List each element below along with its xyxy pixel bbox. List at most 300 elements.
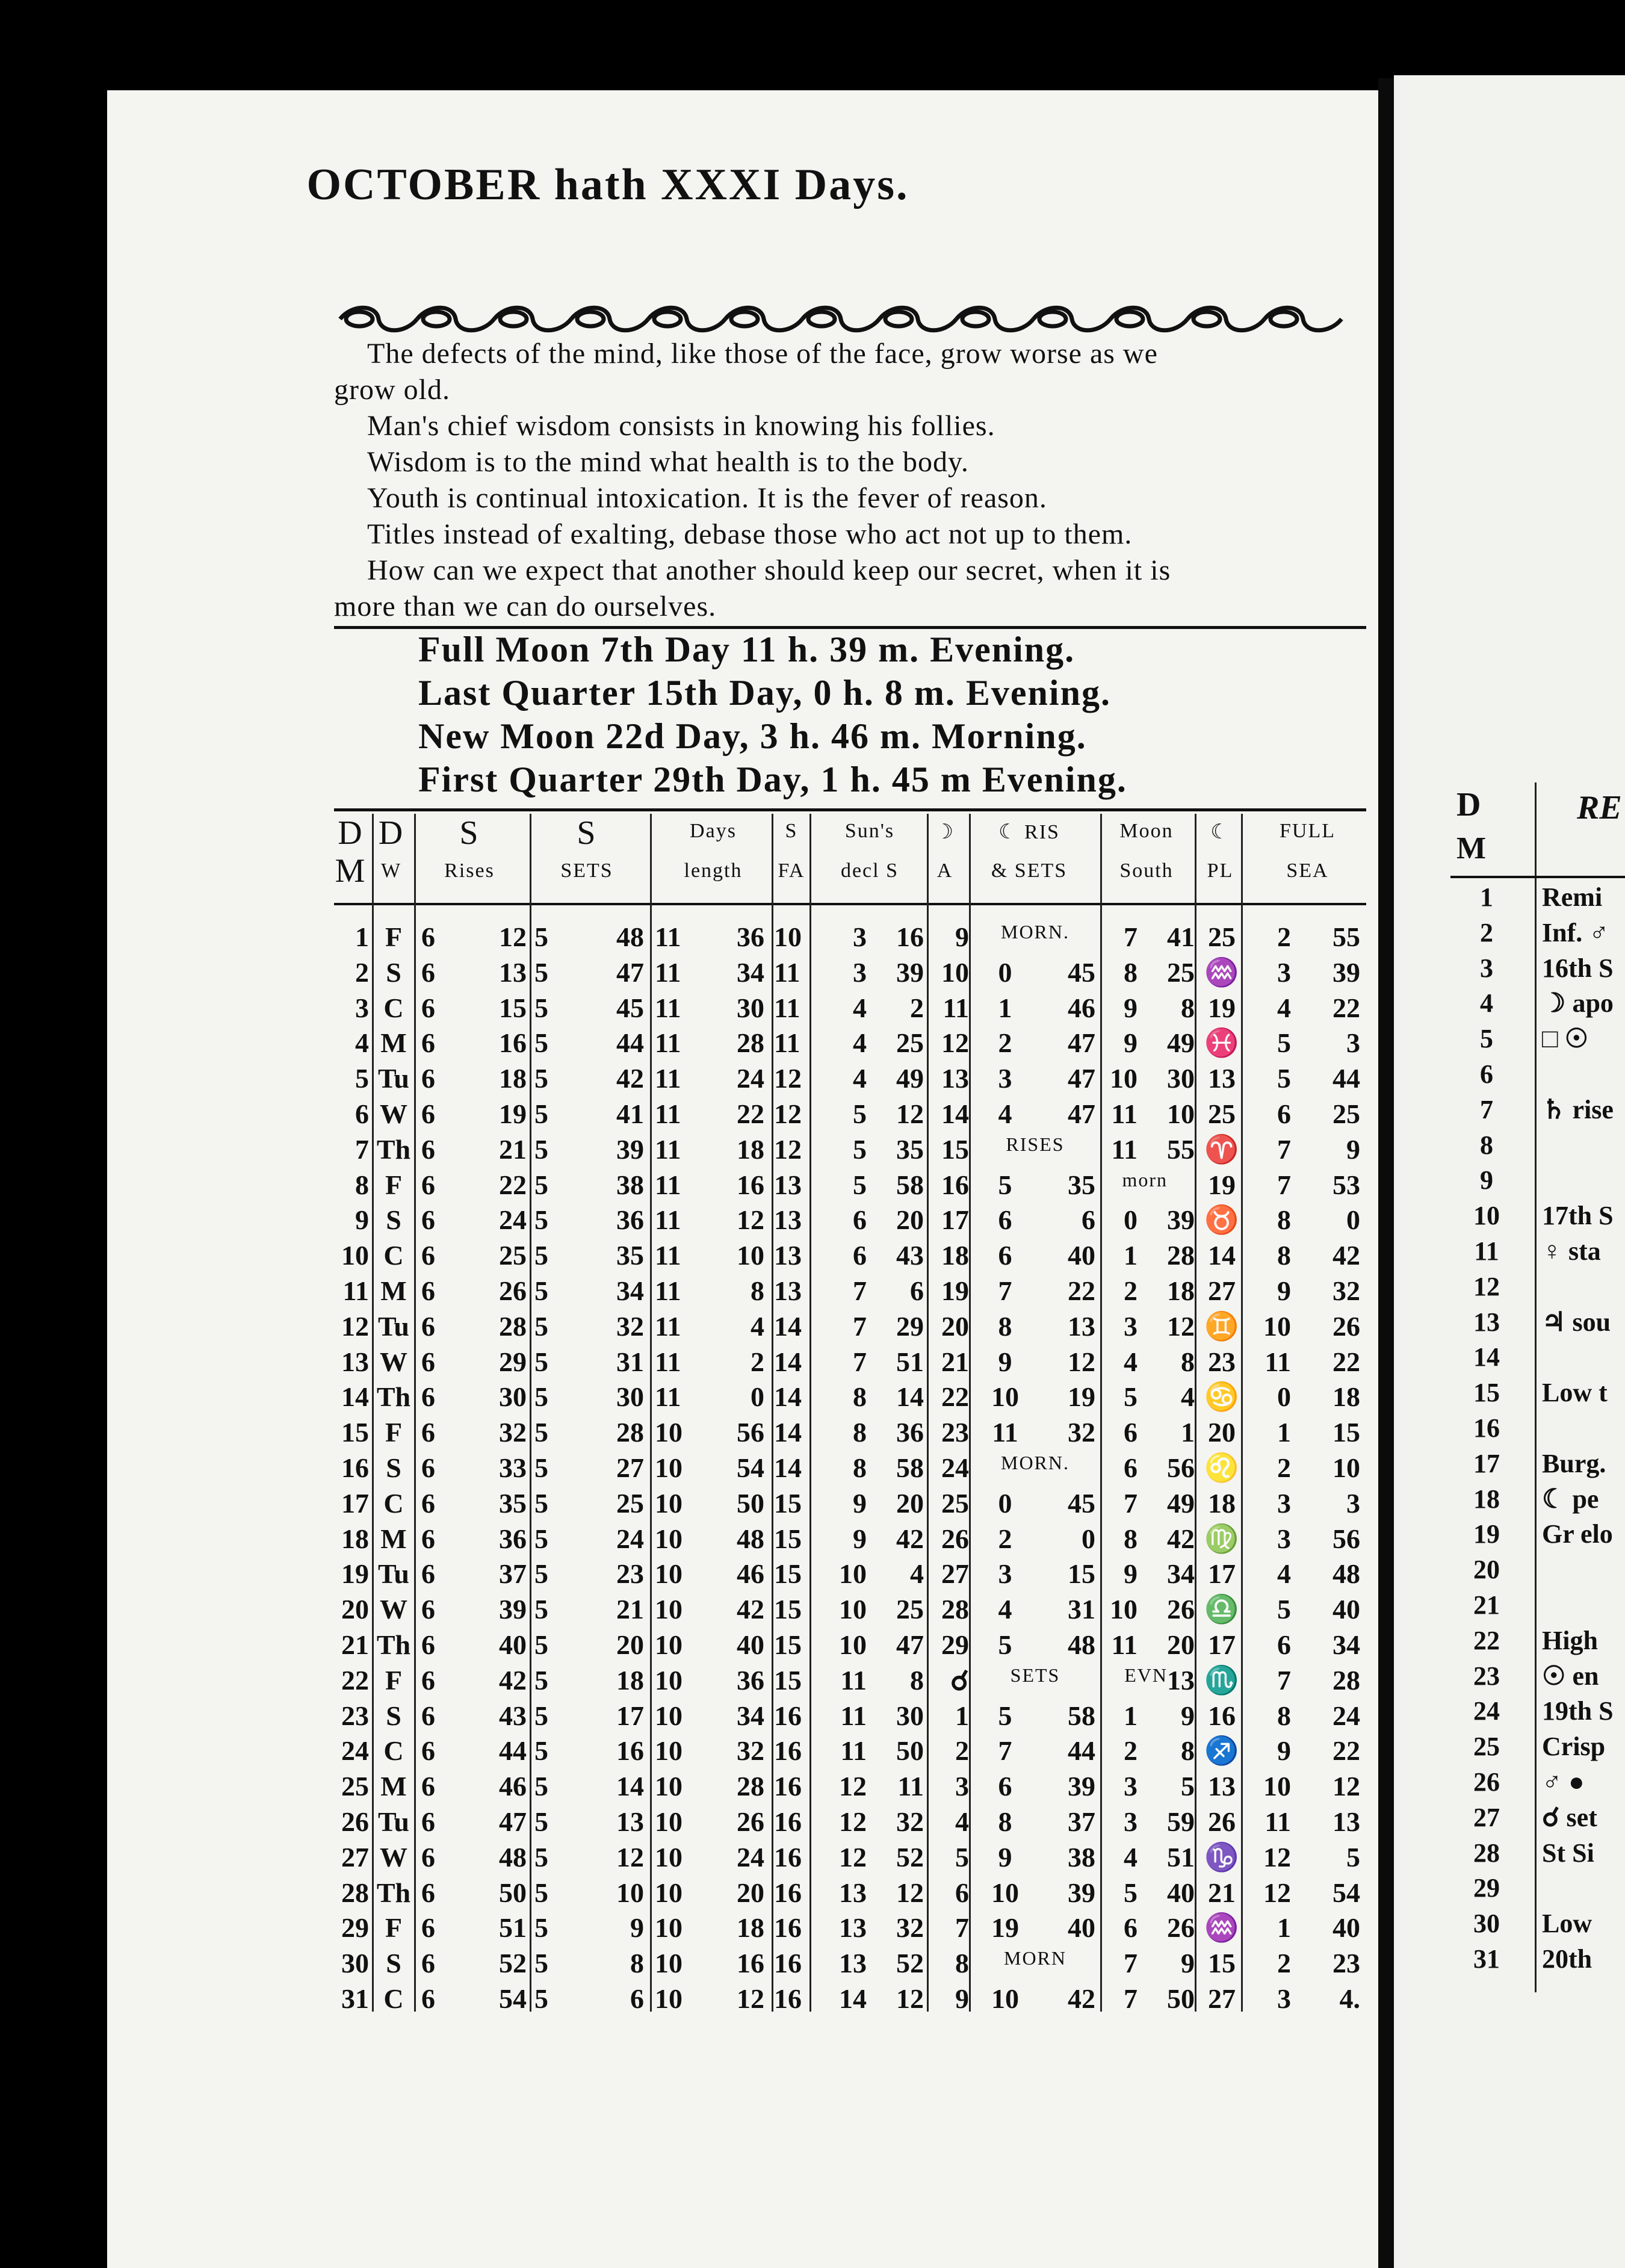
table-cell-dd: 10 bbox=[839, 1629, 867, 1660]
table-cell-lh: 11 bbox=[655, 1027, 681, 1059]
table-cell-sm: 12 bbox=[616, 1841, 644, 1873]
table-cell-age: 5 bbox=[955, 1841, 969, 1873]
table-cell-pl: ♍ bbox=[1204, 1523, 1239, 1554]
table-cell-sm: 34 bbox=[616, 1275, 644, 1306]
table-cell-rh: 6 bbox=[421, 1771, 435, 1802]
table-cell-msh: 1 bbox=[1124, 1700, 1138, 1731]
table-cell-rm: 25 bbox=[499, 1240, 527, 1271]
table-cell-lh: 10 bbox=[655, 1558, 682, 1590]
table-cell-w: F bbox=[385, 1664, 403, 1696]
table-cell-seh: 7 bbox=[1277, 1169, 1291, 1200]
table-cell-lm: 28 bbox=[737, 1027, 764, 1059]
table-cell-dm: 20 bbox=[896, 1487, 924, 1519]
table-cell-dd: 5 bbox=[853, 1169, 867, 1200]
table-cell-sm: 14 bbox=[616, 1771, 644, 1802]
table-cell-dd: 13 bbox=[839, 1877, 867, 1908]
table-cell-pl: ♏ bbox=[1204, 1664, 1239, 1696]
table-cell-msm: 49 bbox=[1167, 1027, 1195, 1059]
table-cell-dd: 8 bbox=[853, 1381, 867, 1413]
table-cell-rm: 42 bbox=[499, 1664, 527, 1696]
table-cell-seh: 2 bbox=[1277, 1948, 1291, 1979]
right-note-cell: ♄ rise bbox=[1542, 1094, 1614, 1124]
right-column-rule bbox=[1535, 782, 1537, 1992]
table-cell-msh: 3 bbox=[1124, 1806, 1138, 1837]
table-cell-mm: 44 bbox=[1068, 1735, 1095, 1767]
table-cell-rm: 13 bbox=[499, 956, 527, 988]
table-cell-seh: 10 bbox=[1263, 1310, 1291, 1342]
table-cell-rm: 37 bbox=[499, 1558, 527, 1590]
table-cell-pl: 15 bbox=[1208, 1948, 1236, 1979]
table-cell-pl: 18 bbox=[1208, 1487, 1236, 1519]
table-cell-lm: 40 bbox=[737, 1629, 764, 1660]
table-cell-sem: 40 bbox=[1332, 1912, 1360, 1944]
table-cell-d: 24 bbox=[341, 1735, 369, 1767]
table-cell-msh: 8 bbox=[1124, 1523, 1138, 1554]
table-cell-sf: 15 bbox=[774, 1487, 802, 1519]
table-cell-pl: 19 bbox=[1208, 1169, 1236, 1200]
column-header-rs: ☾ RIS bbox=[998, 821, 1060, 843]
table-cell-sh: 5 bbox=[534, 1027, 548, 1059]
table-cell-seh: 5 bbox=[1277, 1063, 1291, 1094]
table-cell-dd: 4 bbox=[853, 1063, 867, 1094]
table-cell-sem: 22 bbox=[1332, 1346, 1360, 1377]
table-cell-pl: 16 bbox=[1208, 1700, 1236, 1731]
column-rule bbox=[969, 814, 971, 2012]
column-header-dw: D bbox=[378, 814, 404, 852]
table-cell-msh: 2 bbox=[1124, 1735, 1138, 1767]
column-rule bbox=[772, 814, 773, 2012]
table-cell-sh: 5 bbox=[534, 1487, 548, 1519]
table-cell-sh: 5 bbox=[534, 1877, 548, 1908]
table-cell-lm: 28 bbox=[737, 1771, 764, 1802]
table-cell-rm: 35 bbox=[499, 1487, 527, 1519]
right-note-cell: Crisp bbox=[1542, 1732, 1606, 1762]
table-cell-rm: 36 bbox=[499, 1523, 527, 1554]
column-rule bbox=[650, 814, 652, 2012]
right-day-cell: 24 bbox=[1473, 1696, 1500, 1726]
table-cell-sm: 42 bbox=[616, 1063, 644, 1094]
table-cell-mh: SETS bbox=[1010, 1664, 1060, 1686]
table-cell-sf: 13 bbox=[774, 1240, 802, 1271]
right-day-cell: 25 bbox=[1473, 1732, 1500, 1762]
table-cell-pl: 20 bbox=[1208, 1417, 1236, 1448]
quote-line: Wisdom is to the mind what health is to the body. bbox=[367, 446, 969, 478]
column-header-sea: FULL bbox=[1280, 820, 1336, 842]
table-cell-msh: 3 bbox=[1124, 1310, 1138, 1342]
table-cell-sem: 32 bbox=[1332, 1275, 1360, 1306]
table-cell-sem: 3 bbox=[1346, 1487, 1360, 1519]
column-rule bbox=[372, 814, 374, 2012]
ornament-link bbox=[731, 312, 758, 326]
table-cell-sf: 16 bbox=[774, 1948, 802, 1979]
table-cell-sf: 15 bbox=[774, 1664, 802, 1696]
table-cell-msm: 51 bbox=[1167, 1841, 1195, 1873]
table-cell-lm: 50 bbox=[737, 1487, 764, 1519]
table-cell-msm: 49 bbox=[1167, 1487, 1195, 1519]
table-cell-w: Th bbox=[376, 1133, 411, 1165]
table-cell-mh: 5 bbox=[998, 1629, 1012, 1660]
table-cell-sm: 39 bbox=[616, 1133, 644, 1165]
table-cell-lm: 54 bbox=[737, 1452, 764, 1483]
column-rule bbox=[414, 814, 416, 2012]
table-cell-lm: 56 bbox=[737, 1417, 764, 1448]
table-cell-sem: 39 bbox=[1332, 956, 1360, 988]
table-cell-sem: 53 bbox=[1332, 1169, 1360, 1200]
table-cell-d: 27 bbox=[341, 1841, 369, 1873]
table-cell-rm: 29 bbox=[499, 1346, 527, 1377]
table-cell-mm: 15 bbox=[1068, 1558, 1095, 1590]
right-day-cell: 17 bbox=[1473, 1448, 1500, 1478]
right-header-d: D bbox=[1456, 786, 1481, 823]
table-cell-lm: 48 bbox=[737, 1523, 764, 1554]
ornament-link bbox=[885, 312, 912, 326]
table-cell-dm: 16 bbox=[896, 922, 924, 952]
table-cell-mm: 42 bbox=[1068, 1983, 1095, 2014]
table-cell-mm: 48 bbox=[1068, 1629, 1095, 1660]
table-cell-sem: 44 bbox=[1332, 1063, 1360, 1094]
table-cell-dd: 5 bbox=[853, 1098, 867, 1129]
column-header-pl: ☾ bbox=[1210, 821, 1230, 843]
table-cell-lh: 10 bbox=[655, 1841, 682, 1873]
table-cell-rm: 12 bbox=[499, 922, 527, 952]
table-cell-dd: 11 bbox=[840, 1735, 867, 1767]
table-cell-lh: 11 bbox=[655, 1240, 681, 1271]
table-cell-sf: 16 bbox=[774, 1735, 802, 1767]
table-cell-msm: 34 bbox=[1167, 1558, 1195, 1590]
table-cell-sm: 20 bbox=[616, 1629, 644, 1660]
right-day-cell: 12 bbox=[1473, 1271, 1500, 1301]
table-cell-mh: 10 bbox=[991, 1381, 1019, 1413]
table-cell-msm: 8 bbox=[1181, 1735, 1195, 1767]
table-cell-lh: 11 bbox=[655, 1098, 681, 1129]
table-cell-sm: 45 bbox=[616, 992, 644, 1023]
table-cell-age: 9 bbox=[955, 922, 969, 952]
table-cell-seh: 3 bbox=[1277, 956, 1291, 988]
table-cell-mh: 4 bbox=[998, 1098, 1012, 1129]
table-cell-lh: 11 bbox=[655, 1063, 681, 1094]
table-cell-dd: 5 bbox=[853, 1133, 867, 1165]
table-cell-dd: 7 bbox=[853, 1346, 867, 1377]
table-cell-sf: 10 bbox=[774, 922, 802, 952]
table-cell-rh: 6 bbox=[421, 1098, 435, 1129]
table-cell-rh: 6 bbox=[421, 1452, 435, 1483]
table-cell-dd: 8 bbox=[853, 1452, 867, 1483]
table-cell-msh: 10 bbox=[1110, 1063, 1138, 1094]
table-cell-w: F bbox=[385, 922, 403, 952]
table-cell-msh: 8 bbox=[1124, 956, 1138, 988]
right-note-cell: Low bbox=[1542, 1909, 1592, 1939]
table-cell-lm: 18 bbox=[737, 1133, 764, 1165]
table-cell-mh: 2 bbox=[998, 1523, 1012, 1554]
table-cell-seh: 2 bbox=[1277, 1452, 1291, 1483]
column-header-sr-sub: Rises bbox=[444, 860, 495, 882]
table-cell-mh: 6 bbox=[998, 1204, 1012, 1236]
table-cell-pl: ♎ bbox=[1204, 1594, 1239, 1625]
table-cell-mh: 3 bbox=[998, 1063, 1012, 1094]
table-cell-rh: 6 bbox=[421, 1877, 435, 1908]
table-cell-rh: 6 bbox=[421, 1594, 435, 1625]
column-header-dm-sub: M bbox=[335, 852, 367, 890]
table-cell-mh: 6 bbox=[998, 1240, 1012, 1271]
right-day-cell: 11 bbox=[1474, 1236, 1499, 1266]
table-cell-dm: 12 bbox=[896, 1098, 924, 1129]
table-cell-msm: 26 bbox=[1167, 1594, 1195, 1625]
table-cell-sh: 5 bbox=[534, 1771, 548, 1802]
ornament-link bbox=[1193, 312, 1220, 326]
table-cell-dd: 7 bbox=[853, 1310, 867, 1342]
table-cell-sh: 5 bbox=[534, 1310, 548, 1342]
table-cell-d: 18 bbox=[341, 1523, 369, 1554]
table-cell-sh: 5 bbox=[534, 1204, 548, 1236]
table-cell-sh: 5 bbox=[534, 1983, 548, 2014]
table-cell-w: C bbox=[383, 1240, 404, 1271]
table-cell-lh: 10 bbox=[655, 1487, 682, 1519]
table-cell-msm: 20 bbox=[1167, 1629, 1195, 1660]
table-cell-lh: 10 bbox=[655, 1452, 682, 1483]
table-cell-rh: 6 bbox=[421, 1204, 435, 1236]
table-cell-lm: 2 bbox=[751, 1346, 764, 1377]
table-cell-rh: 6 bbox=[421, 1063, 435, 1094]
table-cell-msm: 4 bbox=[1181, 1381, 1195, 1413]
table-cell-msm: 59 bbox=[1167, 1806, 1195, 1837]
table-cell-mm: 12 bbox=[1068, 1346, 1095, 1377]
table-cell-rm: 46 bbox=[499, 1771, 527, 1802]
table-cell-sh: 5 bbox=[534, 1063, 548, 1094]
table-cell-sm: 9 bbox=[630, 1912, 644, 1944]
moon-phase-line: Full Moon 7th Day 11 h. 39 m. Evening. bbox=[418, 630, 1076, 669]
table-cell-lh: 11 bbox=[655, 956, 681, 988]
table-cell-w: S bbox=[386, 1204, 401, 1236]
table-cell-sem: 56 bbox=[1332, 1523, 1360, 1554]
table-cell-pl: 21 bbox=[1208, 1877, 1236, 1908]
right-note-cell: Low t bbox=[1542, 1378, 1608, 1408]
right-day-cell: 30 bbox=[1473, 1909, 1500, 1939]
table-cell-seh: 12 bbox=[1263, 1877, 1291, 1908]
table-cell-w: Tu bbox=[377, 1558, 410, 1590]
right-day-cell: 2 bbox=[1480, 917, 1493, 947]
right-note-cell: ♃ sou bbox=[1542, 1307, 1611, 1337]
table-cell-msm: 10 bbox=[1167, 1098, 1195, 1129]
table-cell-d: 14 bbox=[341, 1381, 369, 1413]
column-header-rs-sub: & SETS bbox=[991, 860, 1068, 882]
table-cell-dm: 49 bbox=[896, 1063, 924, 1094]
table-cell-mm: 47 bbox=[1068, 1063, 1095, 1094]
moon-phase-line: First Quarter 29th Day, 1 h. 45 m Evening. bbox=[418, 760, 1127, 799]
table-cell-seh: 4 bbox=[1277, 1558, 1291, 1590]
table-cell-seh: 8 bbox=[1277, 1700, 1291, 1731]
table-cell-msm: 28 bbox=[1167, 1240, 1195, 1271]
table-cell-d: 22 bbox=[341, 1664, 369, 1696]
table-cell-sf: 16 bbox=[774, 1983, 802, 2014]
table-cell-w: S bbox=[386, 1948, 401, 1979]
table-cell-dd: 11 bbox=[840, 1664, 867, 1696]
table-cell-pl: ♓ bbox=[1204, 1027, 1239, 1059]
table-cell-sh: 5 bbox=[534, 1629, 548, 1660]
table-cell-sh: 5 bbox=[534, 1240, 548, 1271]
table-cell-msm: 8 bbox=[1181, 992, 1195, 1023]
right-note-cell: ☾ pe bbox=[1542, 1484, 1599, 1514]
table-cell-msm: 9 bbox=[1181, 1700, 1195, 1731]
table-cell-pl: 23 bbox=[1208, 1346, 1236, 1377]
table-cell-lh: 10 bbox=[655, 1735, 682, 1767]
table-cell-mm: 45 bbox=[1068, 956, 1095, 988]
table-cell-lm: 46 bbox=[737, 1558, 764, 1590]
table-cell-mm: 47 bbox=[1068, 1098, 1095, 1129]
column-header-ss-sub: SETS bbox=[560, 860, 613, 882]
table-cell-sh: 5 bbox=[534, 956, 548, 988]
table-cell-sh: 5 bbox=[534, 1700, 548, 1731]
table-cell-dm: 39 bbox=[896, 956, 924, 988]
table-cell-age: 8 bbox=[955, 1948, 969, 1979]
table-cell-d: 19 bbox=[341, 1558, 369, 1590]
moon-phase-line: New Moon 22d Day, 3 h. 46 m. Morning. bbox=[418, 716, 1087, 756]
table-cell-dm: 51 bbox=[896, 1346, 924, 1377]
table-cell-mm: 0 bbox=[1082, 1523, 1095, 1554]
table-cell-rm: 44 bbox=[499, 1735, 527, 1767]
table-cell-lh: 10 bbox=[655, 1417, 682, 1448]
table-cell-dd: 11 bbox=[840, 1700, 867, 1731]
table-cell-dm: 25 bbox=[896, 1027, 924, 1059]
table-cell-w: Th bbox=[376, 1629, 411, 1660]
table-cell-mh: 8 bbox=[998, 1310, 1012, 1342]
table-cell-age: 24 bbox=[941, 1452, 969, 1483]
table-cell-lm: 34 bbox=[737, 956, 764, 988]
table-cell-mm: 39 bbox=[1068, 1771, 1095, 1802]
table-cell-dm: 52 bbox=[896, 1841, 924, 1873]
table-cell-sf: 16 bbox=[774, 1841, 802, 1873]
right-day-cell: 13 bbox=[1473, 1307, 1500, 1337]
table-cell-sh: 5 bbox=[534, 1133, 548, 1165]
table-cell-mh: MORN. bbox=[1000, 1452, 1069, 1473]
table-cell-age: 14 bbox=[941, 1098, 969, 1129]
table-cell-w: M bbox=[380, 1523, 407, 1554]
right-day-cell: 7 bbox=[1480, 1094, 1493, 1124]
table-cell-age: 22 bbox=[941, 1381, 969, 1413]
table-cell-msm: 41 bbox=[1167, 922, 1195, 952]
table-cell-rm: 15 bbox=[499, 992, 527, 1023]
table-cell-rh: 6 bbox=[421, 1700, 435, 1731]
table-cell-mm: 6 bbox=[1082, 1204, 1095, 1236]
table-cell-rh: 6 bbox=[421, 1133, 435, 1165]
table-cell-lh: 10 bbox=[655, 1983, 682, 2014]
table-cell-sh: 5 bbox=[534, 1558, 548, 1590]
table-cell-sm: 35 bbox=[616, 1240, 644, 1271]
table-cell-mh: 2 bbox=[998, 1027, 1012, 1059]
table-cell-mh: 5 bbox=[998, 1169, 1012, 1200]
table-cell-dm: 35 bbox=[896, 1133, 924, 1165]
table-cell-dd: 6 bbox=[853, 1240, 867, 1271]
table-cell-dm: 2 bbox=[910, 992, 924, 1023]
table-cell-age: 1 bbox=[955, 1700, 969, 1731]
table-cell-w: F bbox=[385, 1912, 403, 1944]
right-day-cell: 21 bbox=[1473, 1590, 1500, 1620]
table-cell-sem: 28 bbox=[1332, 1664, 1360, 1696]
table-cell-d: 8 bbox=[355, 1169, 369, 1200]
table-cell-sm: 47 bbox=[616, 956, 644, 988]
quote-line: Titles instead of exalting, debase those who act not up to them. bbox=[367, 518, 1133, 550]
table-cell-rm: 40 bbox=[499, 1629, 527, 1660]
table-cell-seh: 9 bbox=[1277, 1735, 1291, 1767]
table-cell-dm: 43 bbox=[896, 1240, 924, 1271]
table-cell-pl: ♐ bbox=[1204, 1735, 1239, 1767]
table-cell-age: 7 bbox=[955, 1912, 969, 1944]
table-cell-age: 16 bbox=[941, 1169, 969, 1200]
table-cell-sh: 5 bbox=[534, 1841, 548, 1873]
table-cell-seh: 1 bbox=[1277, 1912, 1291, 1944]
right-day-cell: 19 bbox=[1473, 1519, 1500, 1549]
table-cell-msh: 11 bbox=[1111, 1133, 1138, 1165]
ornament-link bbox=[577, 312, 604, 326]
table-cell-msh: 7 bbox=[1124, 1487, 1138, 1519]
table-cell-msm: 18 bbox=[1167, 1275, 1195, 1306]
table-cell-sh: 5 bbox=[534, 1346, 548, 1377]
right-day-cell: 20 bbox=[1473, 1555, 1500, 1585]
table-cell-mm: 45 bbox=[1068, 1487, 1095, 1519]
table-cell-msh: EVN bbox=[1124, 1664, 1168, 1686]
table-cell-dm: 25 bbox=[896, 1594, 924, 1625]
right-note-cell: 19th S bbox=[1542, 1696, 1614, 1726]
table-cell-age: 15 bbox=[941, 1133, 969, 1165]
table-cell-age: 2 bbox=[955, 1735, 969, 1767]
table-cell-age: 27 bbox=[941, 1558, 969, 1590]
table-cell-sem: 10 bbox=[1332, 1452, 1360, 1483]
table-cell-lh: 10 bbox=[655, 1877, 682, 1908]
table-cell-mh: RISES bbox=[1006, 1133, 1065, 1155]
table-cell-dm: 47 bbox=[896, 1629, 924, 1660]
table-cell-w: W bbox=[380, 1098, 407, 1129]
table-cell-rh: 6 bbox=[421, 1240, 435, 1271]
table-cell-pl: 17 bbox=[1208, 1629, 1236, 1660]
table-cell-rm: 54 bbox=[499, 1983, 527, 2014]
table-cell-mh: 10 bbox=[991, 1983, 1019, 2014]
table-cell-msh: 6 bbox=[1124, 1452, 1138, 1483]
table-cell-rm: 30 bbox=[499, 1381, 527, 1413]
table-cell-d: 30 bbox=[341, 1948, 369, 1979]
table-cell-lm: 0 bbox=[751, 1381, 764, 1413]
table-cell-msm: 50 bbox=[1167, 1983, 1195, 2014]
table-cell-sf: 14 bbox=[774, 1310, 802, 1342]
table-cell-msm: 30 bbox=[1167, 1063, 1195, 1094]
table-cell-sm: 48 bbox=[616, 922, 644, 952]
table-cell-w: M bbox=[380, 1027, 407, 1059]
table-cell-sf: 11 bbox=[774, 992, 800, 1023]
table-cell-msh: 10 bbox=[1110, 1594, 1138, 1625]
table-cell-msh: 2 bbox=[1124, 1275, 1138, 1306]
right-day-cell: 31 bbox=[1473, 1944, 1500, 1974]
column-header-dw-sub: W bbox=[380, 860, 402, 882]
table-cell-mm: 39 bbox=[1068, 1877, 1095, 1908]
table-cell-rm: 52 bbox=[499, 1948, 527, 1979]
table-cell-rh: 6 bbox=[421, 1346, 435, 1377]
table-cell-sem: 18 bbox=[1332, 1381, 1360, 1413]
table-cell-dm: 8 bbox=[910, 1664, 924, 1696]
table-cell-mh: 9 bbox=[998, 1841, 1012, 1873]
table-cell-lm: 8 bbox=[751, 1275, 764, 1306]
table-cell-lm: 26 bbox=[737, 1806, 764, 1837]
table-cell-seh: 4 bbox=[1277, 992, 1291, 1023]
table-cell-rm: 22 bbox=[499, 1169, 527, 1200]
table-cell-rh: 6 bbox=[421, 1169, 435, 1200]
table-cell-age: 11 bbox=[942, 992, 969, 1023]
table-cell-seh: 3 bbox=[1277, 1523, 1291, 1554]
table-cell-pl: 17 bbox=[1208, 1558, 1236, 1590]
table-cell-sh: 5 bbox=[534, 1594, 548, 1625]
right-note-cell: 17th S bbox=[1542, 1201, 1614, 1231]
table-cell-mh: 8 bbox=[998, 1806, 1012, 1837]
table-cell-msh: 5 bbox=[1124, 1877, 1138, 1908]
right-note-cell: Burg. bbox=[1542, 1448, 1606, 1478]
table-cell-d: 3 bbox=[355, 992, 369, 1023]
